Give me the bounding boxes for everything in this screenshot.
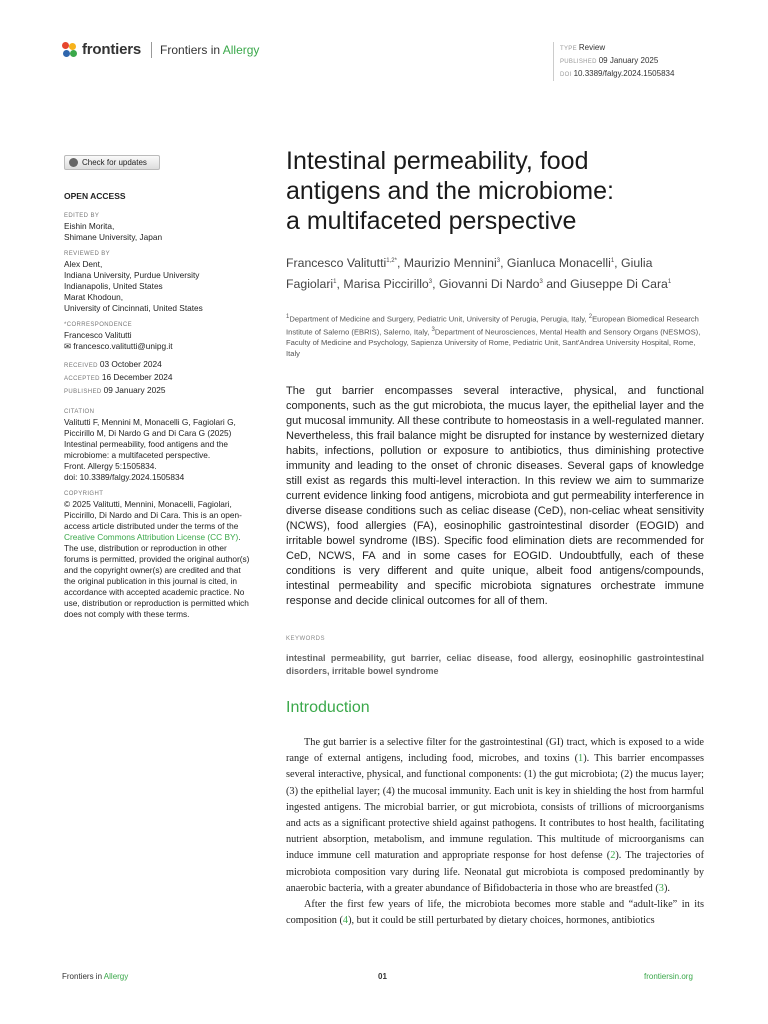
reviewer-line: Marat Khodoun, <box>64 292 124 302</box>
affiliations: $^1$Department of Medicine and Surgery, Pediatric Unit, University of Perugia, Perugia, Italy, $^2$European Biomedical Research Institute of Salerno (EBRIS), Salerno, Italy, $^3$Department of Neurosciences, Mental Health and Sensory Organs (NESMOS), Faculty of Medicine and Psychology, Sapienza University of Rome, Pediatric Unit, Sant'Andrea University Hospital, Rome, Italy <box>286 314 701 359</box>
citation-line: Valitutti F, Mennini M, Monacelli G, Fagiolari G, <box>64 417 236 427</box>
sidebar: OPEN ACCESS EDITED BY Eishin Morita, Shimane University, Japan REVIEWED BY Alex Dent, Indiana University, Purdue University Indianapolis, United States Marat Khodoun, University of Cincinnati, United States *CORRESPONDENCE Francesco Valitutti ✉ francesco.valitutti@unipg.it RECEIVED 03 October 2024 ACCEPTED 16 December 2024 PUBLISHED 09 January 2025 CITATION Valitutti F, Mennini M, Monacelli G, Fagiolari G, Piccirillo M, Di Nardo G and Di Cara G (2025) Intestinal permeability, food antigens and the microbiome: a multifaceted perspective. Front. Allergy 5:1505834. doi: 10.3389/falgy.2024.1505834 COPYRIGHT © 2025 Valitutti, Mennini, Monacelli, Fagiolari, Piccirillo, Di Nardo and Di Cara. This is an open-access article distributed under the terms of the Creative Commons Attribution License (CC BY). The use, distribution or reproduction in other forums is permitted, provided the original author(s) and the copyright owner(s) are credited and that the original publication in this journal is cited, in accordance with accepted academic practice. No use, distribution or reproduction is permitted which does not comply with these terms. <box>64 191 264 620</box>
footer-journal: Frontiers in Allergy <box>62 972 129 981</box>
citation-line: doi: 10.3389/falgy.2024.1505834 <box>64 472 185 482</box>
refresh-icon <box>69 158 78 167</box>
section-heading: Introduction <box>286 699 370 716</box>
affiliation: European Biomedical Research Institute of Salerno (EBRIS), Salerno, Italy, <box>286 314 699 337</box>
open-access-label: OPEN ACCESS <box>64 191 126 201</box>
author-name[interactable]: Maurizio Mennini$^3$ <box>403 256 501 271</box>
author-name[interactable]: Francesco Valitutti$^{1,2*}$ <box>286 256 397 271</box>
reviewer-line: Alex Dent, <box>64 259 103 269</box>
cc-license-link[interactable]: Creative Commons Attribution License (CC BY) <box>64 532 239 542</box>
author-list: Francesco Valitutti$^{1,2*}$, Maurizio Mennini$^3$, Gianluca Monacelli$^1$, Giulia Fagiolari$^1$, Marisa Piccirillo$^3$, Giovanni Di Nardo$^3$ and Giuseppe Di Cara$^1$ <box>286 256 672 292</box>
author-name[interactable]: Giulia Fagiolari$^1$ <box>286 256 653 292</box>
affiliation: Department of Neurosciences, Mental Health and Sensory Organs (NESMOS), Faculty of Medicine and Psychology, Sapienza University of Rome, Pediatric Unit, Sant'Andrea University Hospital, Rome, Italy <box>286 327 701 359</box>
correspondence-email[interactable]: ✉ francesco.valitutti@unipg.it <box>64 341 173 351</box>
author-name[interactable]: Giovanni Di Nardo$^3$ <box>438 277 543 292</box>
article-title <box>286 146 706 236</box>
keywords-label: KEYWORDS <box>286 636 326 642</box>
title-line: antigens and the microbiome: <box>286 177 614 205</box>
author-name[interactable]: Marisa Piccirillo$^3$ <box>343 277 433 292</box>
reference-link[interactable]: 4 <box>342 915 349 927</box>
reviewer-line: University of Cincinnati, United States <box>64 303 203 313</box>
paragraph: The gut barrier is a selective filter for the gastrointestinal (GI) tract, which is exposed to a wide range of external antigens, including food, microbes, and toxins (1). This barrier encompasses several interactive, physical, and functional components: (1) the gut microbiota; (2) the mucus layer; (3) the epithelial layer; (4) the mucosal immunity. Each unit is key in shielding the host from harmful ingested antigens. The microbial barrier, or gut microbiota, consists of trillions of microorganisms and acts as a significant protective shield against pathogens. It contributes to host health, facilitating nutrient absorption, metabolism, and immune regulation. This multitude of microorganisms can induce immune cell maturation and appropriate response for host defense (2). The trajectories of microbiota composition vary during life. Neonatal gut microbiota is composed predominantly by anaerobic bacteria, with a greater abundance of Bifidobacteria in those who are breastfed (3). <box>286 737 704 894</box>
citation-line: Front. Allergy 5:1505834. <box>64 461 157 471</box>
journal-name: Frontiers in Allergy <box>160 42 260 57</box>
title-line: Intestinal permeability, food <box>286 147 589 175</box>
body-text <box>286 735 704 929</box>
published-date-sidebar: PUBLISHED 09 January 2025 <box>64 385 166 395</box>
author-name[interactable]: Giuseppe Di Cara$^1$ <box>570 277 672 292</box>
citation-line: Piccirillo M, Di Nardo G and Di Cara G (2025) <box>64 428 232 438</box>
editor-list <box>64 221 264 243</box>
check-for-updates-button[interactable]: Check for updates <box>64 155 160 170</box>
reviewer-list <box>64 259 264 314</box>
reference-link[interactable]: 1 <box>578 753 584 765</box>
citation-line: microbiome: a multifaceted perspective. <box>64 450 211 460</box>
editor-line: Eishin Morita, <box>64 221 115 231</box>
reference-link[interactable]: 3 <box>658 882 664 894</box>
footer-site-link[interactable]: frontiersin.org <box>644 972 693 981</box>
frontiers-logo-icon <box>62 42 78 58</box>
frontiers-logo[interactable] <box>62 41 259 58</box>
doi-link[interactable]: 10.3389/falgy.2024.1505834 <box>573 69 675 78</box>
affiliation: Department of Medicine and Surgery, Pediatric Unit, University of Perugia, Perugia, Italy, <box>289 314 589 324</box>
title-line: a multifaceted perspective <box>286 207 577 235</box>
citation-text <box>64 417 264 483</box>
received-date: RECEIVED 03 October 2024 <box>64 359 162 369</box>
logo-divider <box>151 42 152 58</box>
keywords: intestinal permeability, gut barrier, celiac disease, food allergy, eosinophilic gastrointestinal disorders, irritable bowel syndrome <box>286 653 704 676</box>
abstract: The gut barrier encompasses several interactive, physical, and functional components, such as the gut microbiota, the mucus layer, the epithelial layer and the gut mucosal immunity. All these contribute to homeostasis in a well-regulated manner. Nevertheless, this frail balance might be disrupted for instance by westernized dietary habits, infections, pollution or exposure to antibiotics, thus diminishing protective immunity and leading to the onset of chronic diseases. Several gaps of knowledge still exist as regards this multi-level interaction. In this review we aim to summarize current evidence linking food antigens, microbiota and gut permeability interference in diverse disease conditions such as celiac disease (CeD), non-celiac wheat sensitivity (NCWS), food allergies (FA), eosinophilic gastrointestinal disorder (EOGID) and irritable bowel syndrome (IBS). Specific food elimination diets are recommended for CeD, NCWS, FA and in some cases for EOGID. Undoubtfully, each of these conditions is very different and quite unique, albeit food antigens/compounds, intestinal permeability and specific microbiota signatures orchestrate immune response and decide clinical outcomes for all of them. <box>286 385 704 607</box>
accepted-date: ACCEPTED 16 December 2024 <box>64 372 173 382</box>
article-meta: TYPE Review PUBLISHED 09 January 2025 DOI 10.3389/falgy.2024.1505834 <box>553 42 674 81</box>
published-date: 09 January 2025 <box>598 56 659 65</box>
editor-line: Shimane University, Japan <box>64 232 163 242</box>
reference-link[interactable]: 2 <box>610 850 616 862</box>
paragraph: After the first few years of life, the microbiota becomes more stable and “adult-like” in its composition (4), but it could be still perturbated by dietary choices, hormones, antibiotics <box>286 899 704 927</box>
citation-line: Intestinal permeability, food antigens and the <box>64 439 229 449</box>
reviewer-line: Indiana University, Purdue University <box>64 270 200 280</box>
article-type: Review <box>578 43 606 52</box>
page-number: 01 <box>378 972 387 981</box>
author-name[interactable]: Gianluca Monacelli$^1$ <box>506 256 615 271</box>
reviewer-line: Indianapolis, United States <box>64 281 163 291</box>
correspondence-name: Francesco Valitutti <box>64 330 132 340</box>
brand-name: frontiers <box>82 41 142 58</box>
copyright-text: © 2025 Valitutti, Mennini, Monacelli, Fagiolari, Piccirillo, Di Nardo and Di Cara. This is an open-access article distributed under the terms of the Creative Commons Attribution License (CC BY). The use, distribution or reproduction in other forums is permitted, provided the original author(s) and the copyright owner(s) are credited and that the original publication in this journal is cited, in accordance with accepted academic practice. No use, distribution or reproduction is permitted which does not comply with these terms. <box>64 499 250 619</box>
